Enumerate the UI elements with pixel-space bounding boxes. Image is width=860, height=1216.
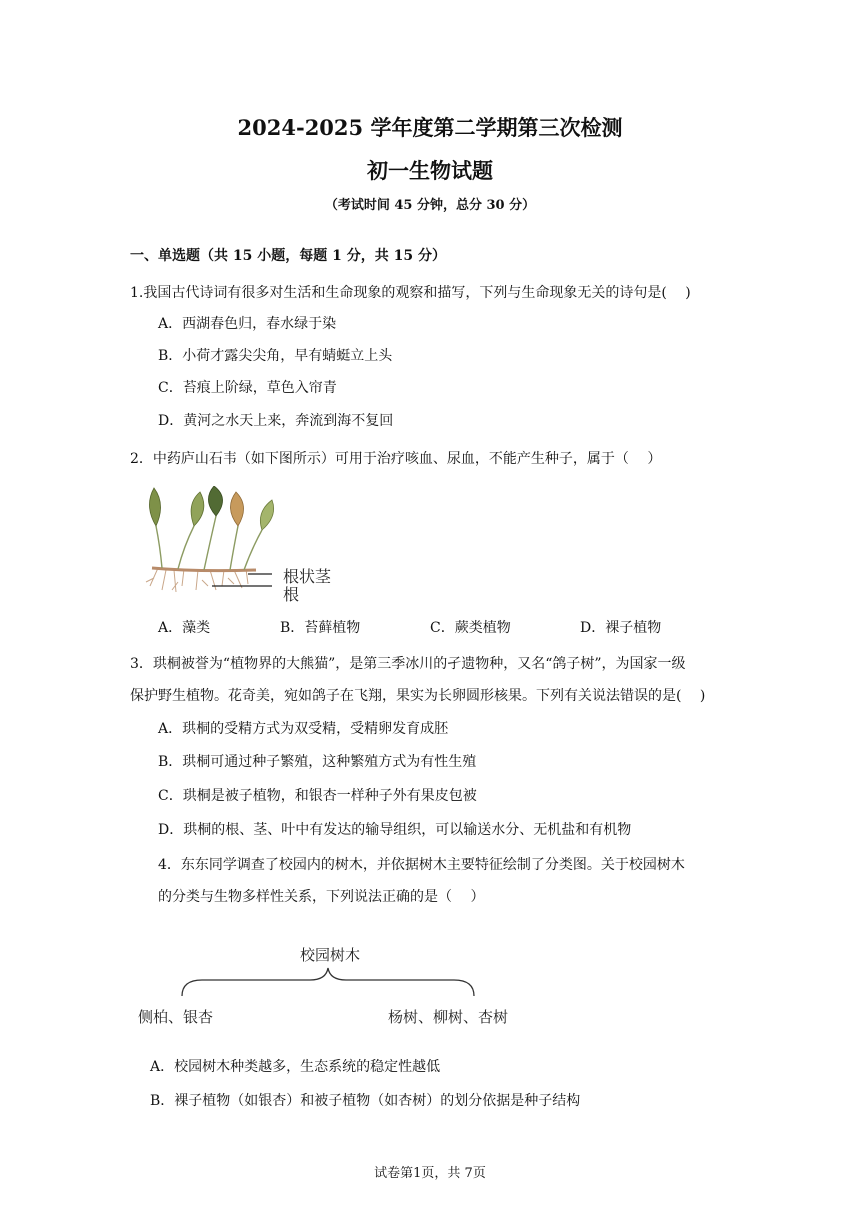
question-1-option-b: B．小荷才露尖尖角，早有蜻蜓立上头	[158, 348, 393, 364]
classification-tree	[130, 940, 550, 1030]
exam-subtitle: 初一生物试题	[367, 158, 493, 183]
question-2-option-b: B．苔藓植物	[280, 620, 361, 636]
question-4-option-a: A．校园树木种类越多，生态系统的稳定性越低	[150, 1059, 441, 1075]
exam-title: 2024-2025 学年度第二学期第三次检测	[237, 115, 623, 140]
question-3-stem-line-2: 保护野生植物。花奇美，宛如鸽子在飞翔，果实为长卵圆形核果。下列有关说法错误的是( )	[130, 688, 706, 704]
question-2-stem: 2．中药庐山石韦（如下图所示）可用于治疗咳血、尿血，不能产生种子，属于（ ）	[130, 451, 662, 467]
tree-left-label: 侧柏、银杏	[138, 1008, 214, 1026]
question-3-option-c: C．珙桐是被子植物，和银杏一样种子外有果皮包被	[158, 788, 477, 804]
figure-label-rhizome: 根状茎	[283, 567, 332, 586]
fern-figure	[138, 486, 353, 604]
question-4-option-b: B．裸子植物（如银杏）和被子植物（如杏树）的划分依据是种子结构	[150, 1093, 581, 1109]
exam-note: （考试时间 45 分钟，总分 30 分）	[324, 198, 536, 213]
question-2-option-a: A．藻类	[158, 620, 211, 636]
figure-label-root: 根	[283, 585, 300, 604]
tree-right-label: 杨树、柳树、杏树	[388, 1008, 509, 1026]
question-1-stem: 1.我国古代诗词有很多对生活和生命现象的观察和描写，下列与生命现象无关的诗句是( )	[130, 285, 691, 301]
question-2-option-d: D．裸子植物	[580, 620, 662, 636]
question-1-option-d: D．黄河之水天上来，奔流到海不复回	[158, 413, 394, 429]
tree-root-label: 校园树木	[300, 946, 361, 964]
question-4-stem-line-1: 4．东东同学调查了校园内的树木，并依据树木主要特征绘制了分类图。关于校园树木	[158, 857, 685, 873]
question-3-option-b: B．珙桐可通过种子繁殖，这种繁殖方式为有性生殖	[158, 754, 477, 770]
question-1-option-a: A．西湖春色归，春水绿于染	[158, 316, 337, 332]
question-1-option-c: C．苔痕上阶绿，草色入帘青	[158, 380, 337, 396]
question-3-option-d: D．珙桐的根、茎、叶中有发达的输导组织，可以输送水分、无机盐和有机物	[158, 822, 632, 838]
question-2-option-c: C．蕨类植物	[430, 620, 511, 636]
section-heading: 一、单选题（共 15 小题，每题 1 分，共 15 分）	[130, 248, 446, 264]
page-footer: 试卷第1页，共 7页	[374, 1166, 486, 1181]
question-3-option-a: A．珙桐的受精方式为双受精，受精卵发育成胚	[158, 721, 449, 737]
question-4-stem-line-2: 的分类与生物多样性关系，下列说法正确的是（ ）	[158, 889, 485, 905]
question-3-stem-line-1: 3．珙桐被誉为“植物界的大熊猫”，是第三季冰川的孑遗物种，又名“鸽子树”，为国家一级	[130, 656, 686, 672]
